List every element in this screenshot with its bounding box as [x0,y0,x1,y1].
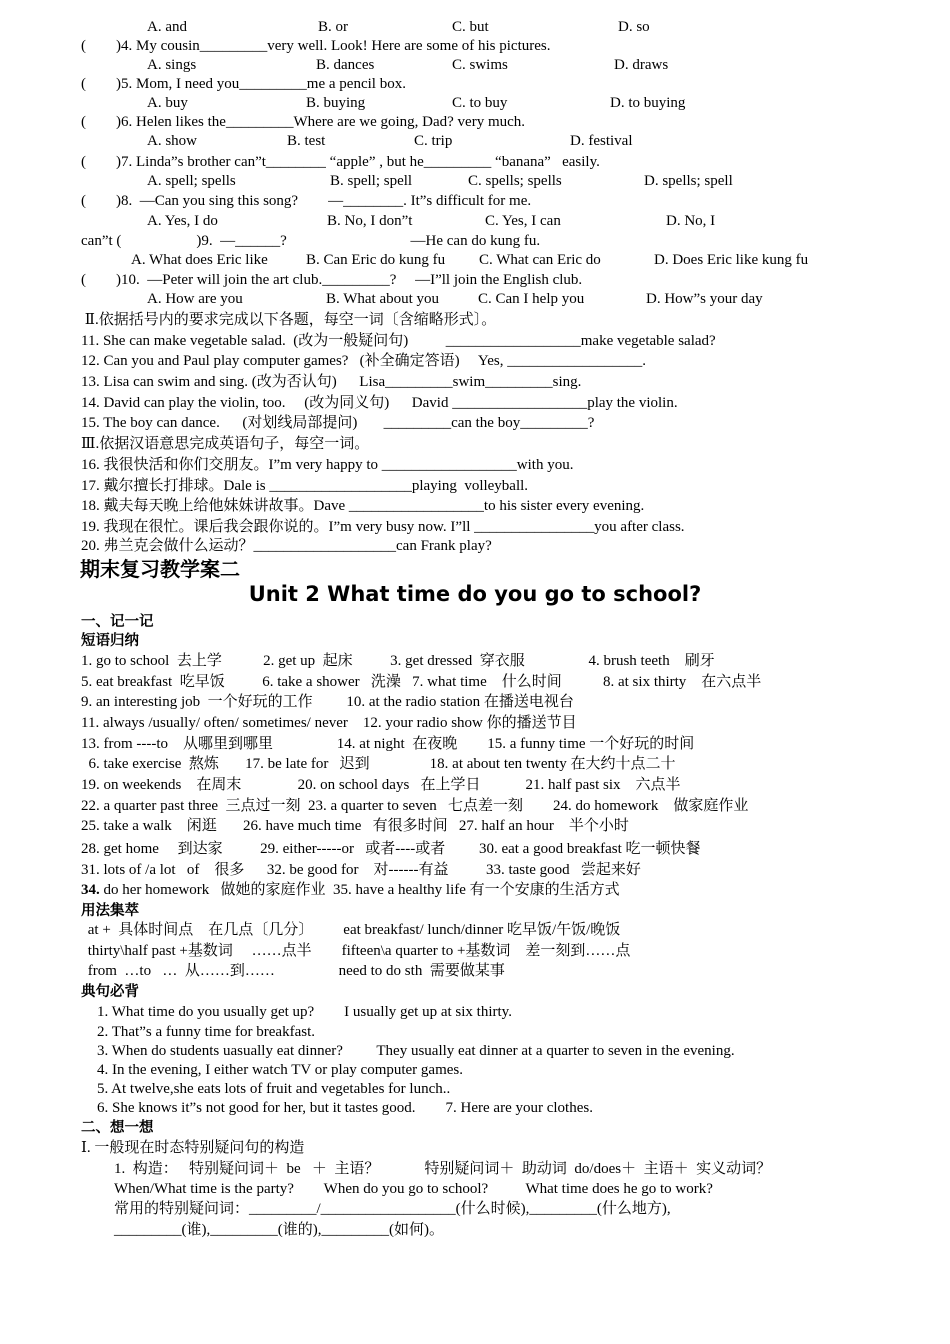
option-6d: D. festival [570,133,633,149]
grammar-line: When/What time is the party? When do you go to school? What time does he go to work? [114,1181,713,1197]
exercise-16: 16. 我很快活和你们交朋友。I”m very happy to __________________with you. [81,457,574,473]
option-3c: C. but [452,19,489,35]
option-5d: D. to buying [610,95,686,111]
phrase-line: 28. get home 到达家 29. either-----or 或者----或者 30. eat a good breakfast 吃一顿快餐 [81,841,701,857]
exercise-12: 12. Can you and Paul play computer games? (补全确定答语) Yes, __________________. [81,353,646,369]
question-7: ( )7. Linda”s brother can”t________ “apple” , but he_________ “banana” easily. [81,154,600,170]
option-9d: D. Does Eric like kung fu [654,252,809,268]
exercise-17: 17. 戴尔擅长打排球。Dale is ___________________playing volleyball. [81,478,529,494]
section2-title: Ⅱ.依据括号内的要求完成以下各题，每空一词〔含缩略形式〕。 [81,312,497,328]
grammar-line: 1. 构造： 特别疑问词＋ be ＋ 主语？ 特别疑问词＋ 助动词 do/does＋ 主语＋ 实义动词？ [114,1161,772,1177]
option-9a: A. What does Eric like [131,252,268,268]
option-6b: B. test [287,133,326,149]
sentence-line: 6. She knows it”s not good for her, but it tastes good. 7. Here are your clothes. [97,1100,593,1116]
phrase-line: 5. eat breakfast 吃早饭 6. take a shower 洗澡 7. what time 什么时间 8. at six thirty 在六点半 [81,674,762,690]
option-9c: C. What can Eric do [479,252,601,268]
option-10a: A. How are you [147,291,243,307]
unit-title: Unit 2 What time do you go to school? [248,582,702,606]
option-10c: C. Can I help you [478,291,585,307]
option-6c: C. trip [414,133,453,149]
option-6a: A. show [147,133,198,149]
sentence-line: 3. When do students uasually eat dinner? They usually eat dinner at a quarter to seven in the evening. [97,1043,735,1059]
exercise-13: 13. Lisa can swim and sing. (改为否认句) Lisa_________swim_________sing. [81,374,582,390]
option-10b: B. What about you [326,291,440,307]
question-4: ( )4. My cousin_________very well. Look! Here are some of his pictures. [81,38,551,54]
option-7b: B. spell; spell [330,173,413,189]
exercise-14: 14. David can play the violin, too. (改为同义句) David __________________play the violin. [81,395,678,411]
option-4a: A. sings [147,57,197,73]
phrase-line: 13. from ----to 从哪里到哪里 14. at night 在夜晚 15. a funny time 一个好玩的时间 [81,736,695,752]
phrase-line-34: 34. do her homework 做她的家庭作业 35. have a healthy life 有一个安康的生活方式 [81,882,620,898]
option-3a: A. and [147,19,187,35]
phrase-line: 11. always /usually/ often/ sometimes/ never 12. your radio show 你的播送节目 [81,715,577,731]
option-7a: A. spell; spells [147,173,236,189]
option-7d: D. spells; spell [644,173,733,189]
usage-line: from …to … 从……到…… need to do sth 需要做某事 [84,963,505,979]
sentences-heading: 典句必背 [81,984,139,1000]
option-7c: C. spells; spells [468,173,562,189]
grammar-title: Ⅰ. 一般现在时态特别疑问句的构造 [81,1140,305,1156]
phrase-line: 9. an interesting job 一个好玩的工作 10. at the radio station 在播送电视台 [81,694,574,710]
option-8c: C. Yes, I can [485,213,561,229]
usage-heading: 用法集萃 [81,903,139,919]
sentence-line: 2. That”s a funny time for breakfast. [97,1024,315,1040]
option-4c: C. swims [452,57,508,73]
exercise-20: 20. 弗兰克会做什么运动？___________________can Frank play? [81,538,492,554]
phrase-line: 25. take a walk 闲逛 26. have much time 有很多时间 27. half an hour 半个小时 [81,818,629,834]
question-9: can”t ( )9. —______? —He can do kung fu. [81,233,541,249]
option-10d: D. How”s your day [646,291,763,307]
exercise-11: 11. She can make vegetable salad. (改为一般疑问句) __________________make vegetable salad? [81,333,716,349]
option-3d: D. so [618,19,650,35]
exercise-15: 15. The boy can dance. (对划线局部提问) _________can the boy_________? [81,415,595,431]
phrase-line: 22. a quarter past three 三点过一刻 23. a quarter to seven 七点差一刻 24. do homework 做家庭作业 [81,798,749,814]
phrase-line: 31. lots of /a lot of 很多 32. be good for 对------有益 33. taste good 尝起来好 [81,862,641,878]
section3-title: Ⅲ.依据汉语意思完成英语句子，每空一词。 [81,436,370,452]
option-4d: D. draws [614,57,669,73]
sentence-line: 5. At twelve,she eats lots of fruit and vegetables for lunch.. [97,1081,451,1097]
review-plan-title: 期末复习教学案二 [80,557,240,581]
part1-heading: 一、记一记 [81,614,154,630]
exercise-18: 18. 戴夫每天晚上给他妹妹讲故事。Dave __________________to his sister every evening. [81,498,645,514]
option-3b: B. or [318,19,348,35]
part2-heading: 二、想一想 [81,1120,154,1136]
question-6: ( )6. Helen likes the_________Where are we going, Dad? very much. [81,114,526,130]
option-4b: B. dances [316,57,375,73]
option-5c: C. to buy [452,95,508,111]
sentence-line: 4. In the evening, I either watch TV or play computer games. [97,1062,463,1078]
question-5: ( )5. Mom, I need you_________me a pencil box. [81,76,406,92]
grammar-line: _________(谁),_________(谁的),_________(如何)。 [114,1222,444,1238]
phrase-line: 1. go to school 去上学 2. get up 起床 3. get dressed 穿衣服 4. brush teeth 刷牙 [81,653,715,669]
option-8a: A. Yes, I do [147,213,218,229]
option-5a: A. buy [147,95,188,111]
usage-line: thirty\half past +基数词 ……点半 fifteen\a quarter to +基数词 差一刻到……点 [84,943,631,959]
sentence-line: 1. What time do you usually get up? I usually get up at six thirty. [97,1004,512,1020]
option-5b: B. buying [306,95,366,111]
option-8b: B. No, I don”t [327,213,413,229]
usage-line: at + 具体时间点 在几点〔几分〕 eat breakfast/ lunch/dinner 吃早饭/午饭/晚饭 [84,922,621,938]
question-8: ( )8. —Can you sing this song? —________. It”s difficult for me. [81,193,532,209]
grammar-line: 常用的特别疑问词：_________/__________________(什么时候),_________(什么地方), [114,1201,671,1217]
option-9b: B. Can Eric do kung fu [306,252,446,268]
phrase-line: 19. on weekends 在周末 20. on school days 在上学日 21. half past six 六点半 [81,777,681,793]
phrases-heading: 短语归纳 [81,633,139,649]
phrase-line: 6. take exercise 熬炼 17. be late for 迟到 18. at about ten twenty 在大约十点二十 [81,756,676,772]
question-10: ( )10. —Peter will join the art club._________? —I”ll join the English club. [81,272,583,288]
phrase-number: 34. [81,882,100,898]
exercise-19: 19. 我现在很忙。课后我会跟你说的。I”m very busy now. I”ll ________________you after class. [81,519,685,535]
option-8d: D. No, I [666,213,716,229]
